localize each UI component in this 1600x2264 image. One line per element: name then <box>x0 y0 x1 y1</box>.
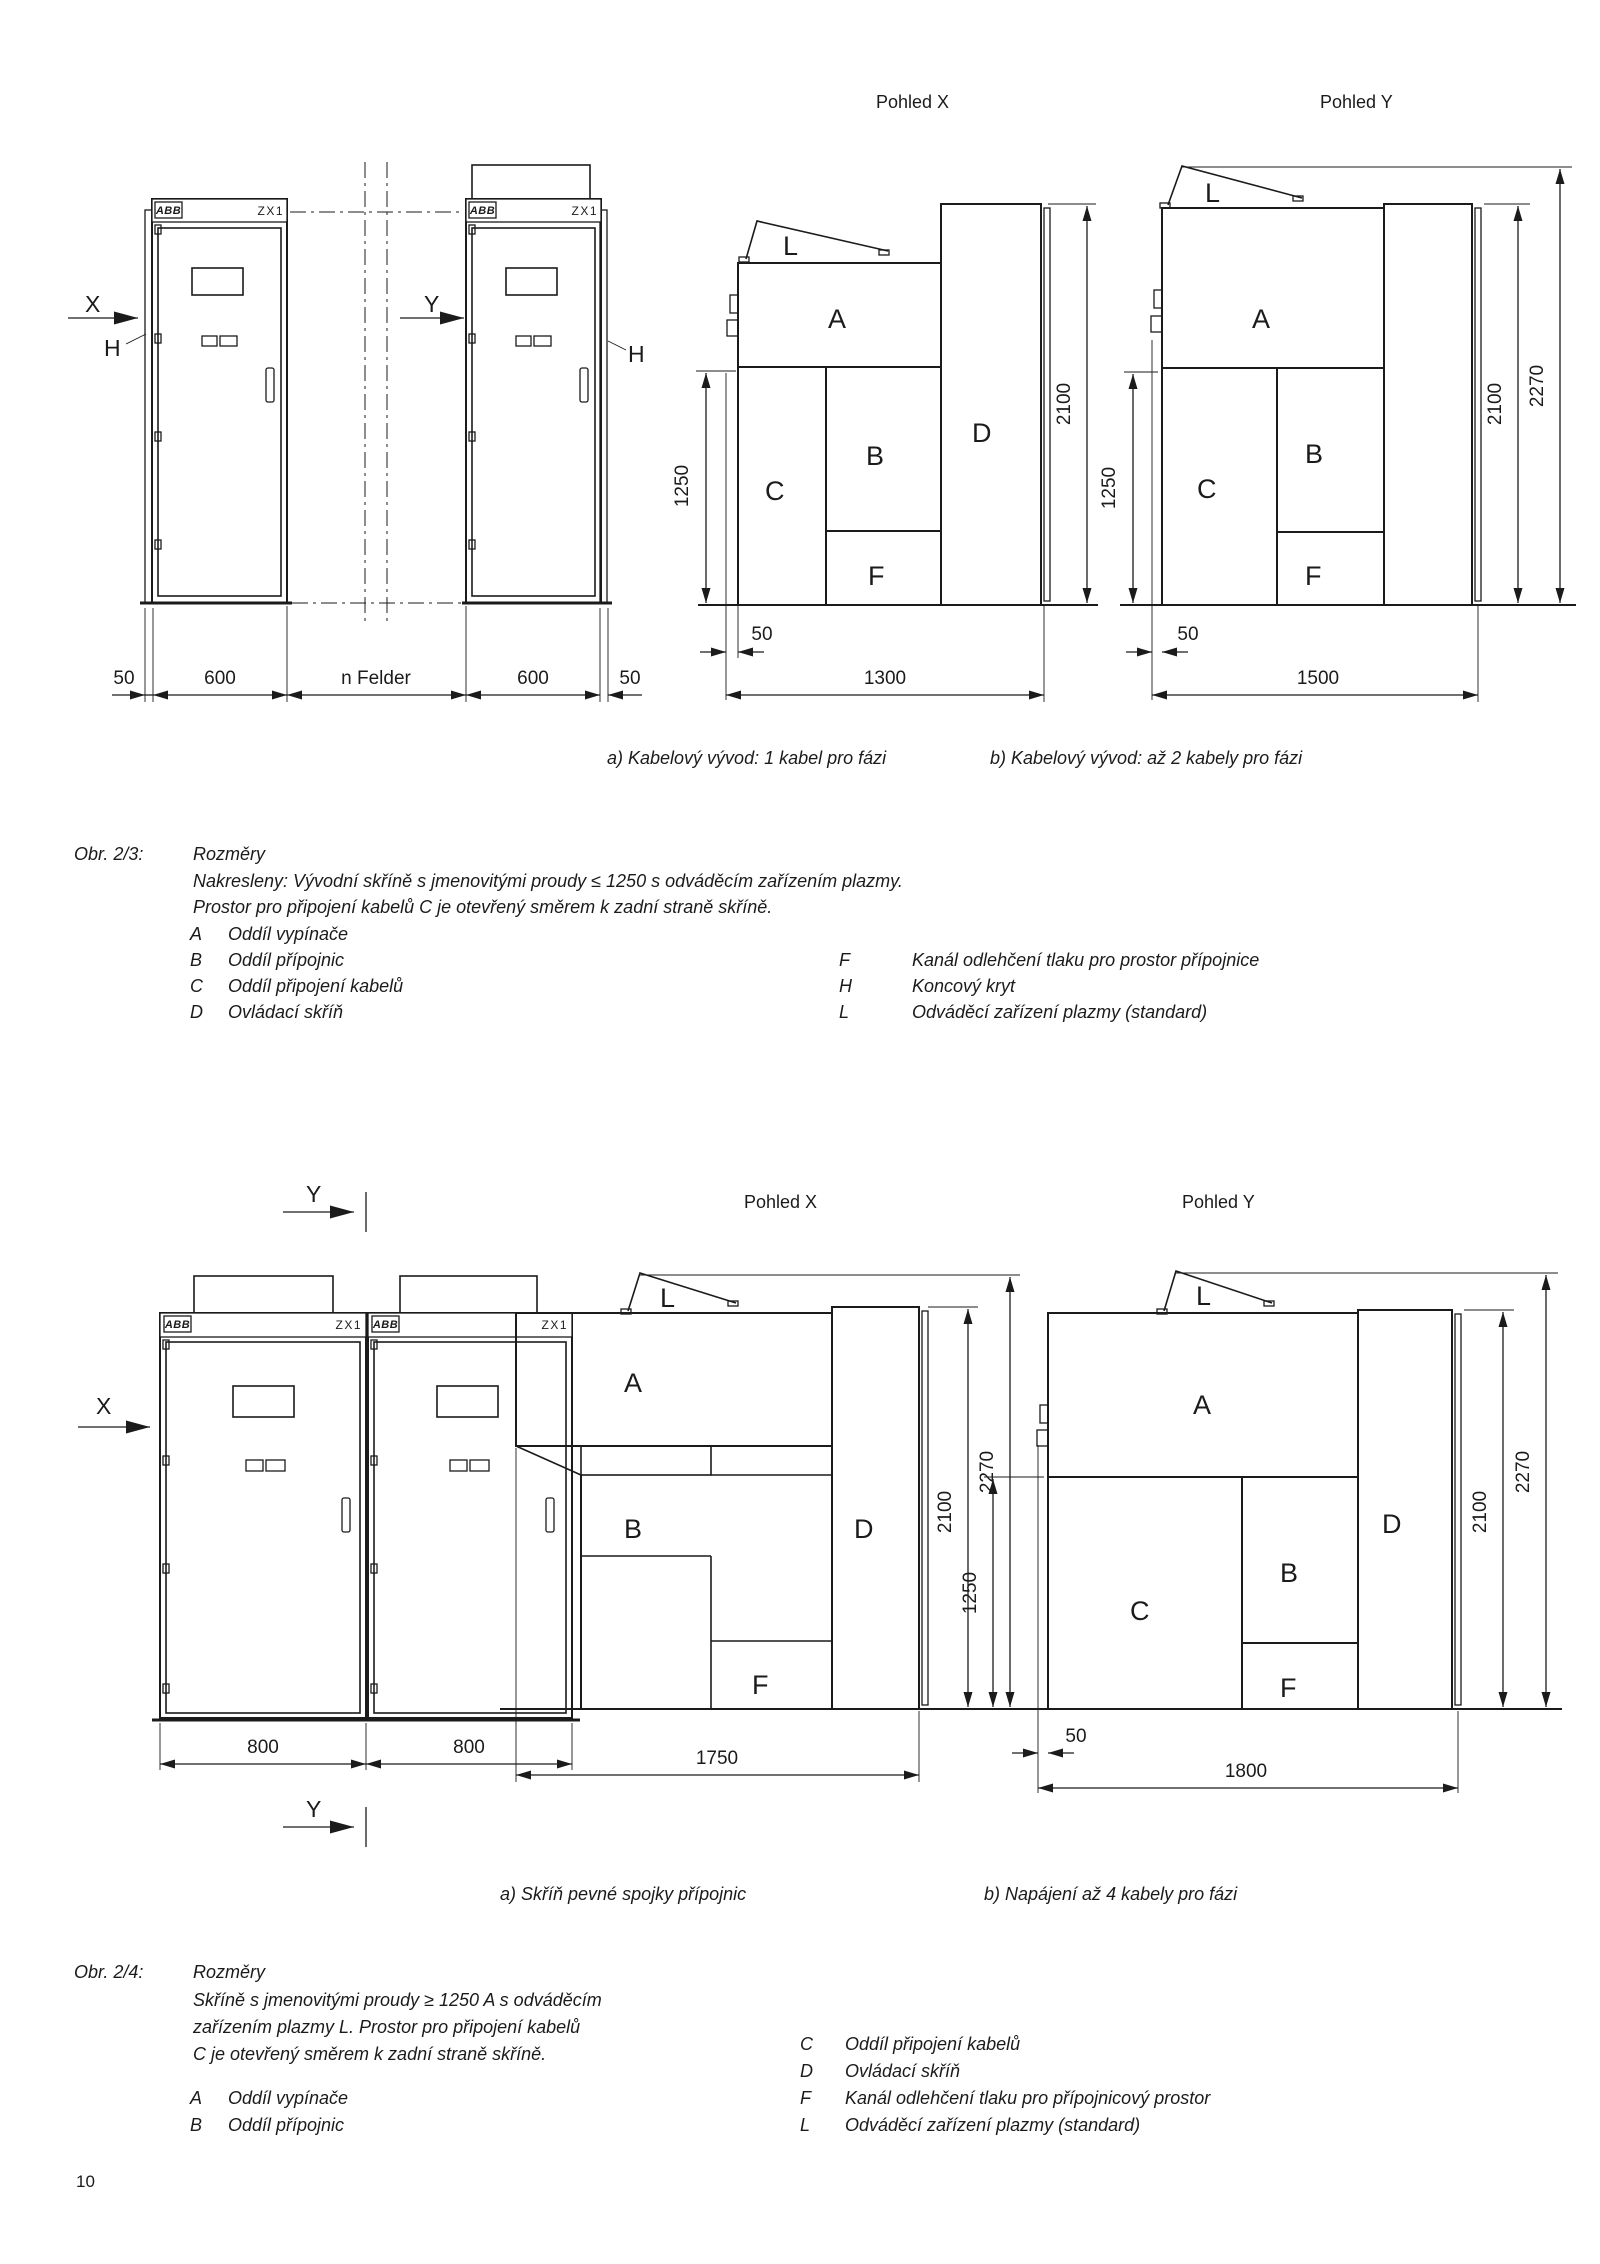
door-handle <box>342 1498 350 1532</box>
dim-50: 50 <box>751 624 773 645</box>
fig2-caption-a: a) Skříň pevné spojky přípojnic <box>500 1884 747 1904</box>
compartment-B-box <box>1277 368 1384 532</box>
door-slot <box>470 1460 489 1471</box>
compartment-B: B <box>624 1514 643 1544</box>
fig2-view-x-dimensions <box>516 1277 1010 1782</box>
obr24-line1: Skříně s jmenovitými proudy ≥ 1250 A s odváděcím <box>193 1990 602 2010</box>
obr24-label: Obr. 2/4: <box>74 1962 144 1982</box>
dim-1800: 1800 <box>1224 1761 1268 1782</box>
dim-1250: 1250 <box>960 1571 981 1615</box>
end-cover-label-right: H <box>628 341 645 367</box>
dim-600: 600 <box>517 668 549 689</box>
legend-item: B Oddíl přípojnic <box>190 2115 345 2135</box>
cabinet-front-1 <box>145 199 287 603</box>
compartment-F: F <box>868 561 885 591</box>
obr24-line3: C je otevřený směrem k zadní straně skříně. <box>193 2044 547 2064</box>
dim-2100: 2100 <box>1470 1490 1491 1534</box>
plasma-flap <box>628 1273 736 1311</box>
model-label: ZX1 <box>257 204 284 218</box>
dim-50: 50 <box>113 668 135 689</box>
door <box>472 228 595 596</box>
svg-text:ABB: ABB <box>155 205 182 217</box>
door-slot <box>246 1460 263 1471</box>
door-window <box>437 1386 498 1417</box>
compartment-F-box <box>1242 1643 1358 1709</box>
door-handle <box>266 368 274 402</box>
fig1-front-dimensions <box>112 606 642 702</box>
model-label: ZX1 <box>335 1318 362 1332</box>
door-window <box>233 1386 294 1417</box>
fig1-caption-a: a) Kabelový vývod: 1 kabel pro fázi <box>607 748 887 768</box>
dim-2100: 2100 <box>1054 382 1075 426</box>
end-cover-label-left: H <box>104 335 121 361</box>
control-cabinet-box <box>1358 1310 1452 1709</box>
dim-50: 50 <box>619 668 641 689</box>
plasma-flap <box>1164 1271 1272 1311</box>
compartment-D: D <box>972 418 992 448</box>
section-arrow-x-label: X <box>96 1393 112 1419</box>
door-slot <box>266 1460 285 1471</box>
rear-column-box <box>1384 204 1472 605</box>
compartment-F: F <box>1280 1673 1297 1703</box>
section-arrow-y-label: Y <box>306 1181 322 1207</box>
svg-text:ABB: ABB <box>164 1319 191 1331</box>
compartment-B-box <box>1242 1477 1358 1643</box>
svg-text:ABB: ABB <box>372 1319 399 1331</box>
legend-item: L Odváděcí zařízení plazmy (standard) <box>839 1002 1208 1022</box>
compartment-L: L <box>783 231 799 261</box>
dim-800: 800 <box>453 1737 485 1758</box>
compartment-B: B <box>866 441 885 471</box>
legend-item: D Ovládací skříň <box>800 2061 961 2081</box>
legend-item: L Odváděcí zařízení plazmy (standard) <box>800 2115 1141 2135</box>
fig2-view-x <box>500 1273 1022 1782</box>
door-window <box>506 268 557 295</box>
obr24-line2: zařízením plazmy L. Prostor pro připojení kabelů <box>193 2017 581 2037</box>
compartment-A: A <box>828 304 847 334</box>
obr24-title: Rozměry <box>193 1962 266 1982</box>
obr23-line2: Prostor pro připojení kabelů C je otevřený směrem k zadní straně skříně. <box>193 897 773 917</box>
door-window <box>192 268 243 295</box>
dim-1500: 1500 <box>1296 668 1340 689</box>
fig2-front-dimensions <box>160 1723 572 1770</box>
compartment-B: B <box>1305 439 1324 469</box>
compartment-D: D <box>854 1514 874 1544</box>
legend-item: A Oddíl vypínače <box>190 2088 349 2108</box>
compartment-C-box <box>1162 368 1277 605</box>
dim-2100: 2100 <box>1485 382 1506 426</box>
door-slot <box>534 336 551 346</box>
compartment-L: L <box>660 1283 676 1313</box>
dim-1250: 1250 <box>1099 466 1120 510</box>
cabinet-front-2 <box>466 165 607 603</box>
fig2-front-view <box>78 1181 580 1847</box>
compartment-B: B <box>1280 1558 1299 1588</box>
section-arrow-y-label: Y <box>424 291 440 317</box>
compartment-F: F <box>752 1670 769 1700</box>
cabinet-front-1 <box>160 1313 366 1718</box>
roof-duct <box>400 1276 537 1313</box>
door-slot <box>516 336 531 346</box>
dim-2270: 2270 <box>1513 1450 1534 1494</box>
model-label: ZX1 <box>571 204 598 218</box>
control-cabinet-box <box>832 1307 919 1709</box>
section-arrow-y-label: Y <box>306 1796 322 1822</box>
compartment-D: D <box>1382 1509 1402 1539</box>
compartment-A-box <box>1162 208 1384 368</box>
compartment-C-box <box>1048 1477 1242 1709</box>
compartment-F: F <box>1305 561 1322 591</box>
dim-2270: 2270 <box>977 1450 998 1494</box>
roof-duct <box>194 1276 333 1313</box>
compartment-A: A <box>624 1368 643 1398</box>
obr23-line1: Nakresleny: Vývodní skříně s jmenovitými proudy ≤ 1250 s odváděcím zařízením plazmy. <box>193 871 903 891</box>
dim-800: 800 <box>247 1737 279 1758</box>
fig2-caption-b: b) Napájení až 4 kabely pro fázi <box>984 1884 1238 1904</box>
dim-50: 50 <box>1065 1726 1087 1747</box>
fig1-view-y-dimensions <box>1099 167 1572 702</box>
door <box>166 1342 360 1713</box>
door-handle <box>580 368 588 402</box>
control-cabinet-box <box>941 204 1041 605</box>
fig1-caption-b: b) Kabelový vývod: až 2 kabely pro fázi <box>990 748 1303 768</box>
compartment-C: C <box>1197 474 1217 504</box>
fig2-view-x-title: Pohled X <box>744 1192 818 1212</box>
door-slot <box>220 336 237 346</box>
dim-2100: 2100 <box>935 1490 956 1534</box>
compartment-C: C <box>1130 1596 1150 1626</box>
fig1-view-y <box>1099 166 1576 702</box>
roof-duct <box>472 165 590 199</box>
dim-50: 50 <box>1177 624 1199 645</box>
door-slot <box>202 336 217 346</box>
fig1-view-y-title: Pohled Y <box>1320 92 1393 112</box>
page-number: 10 <box>76 2172 95 2191</box>
compartment-F-box <box>1277 532 1384 605</box>
compartment-C: C <box>765 476 785 506</box>
legend-item: D Ovládací skříň <box>190 1002 344 1022</box>
door-slot <box>450 1460 467 1471</box>
door-handle <box>546 1498 554 1532</box>
dim-1300: 1300 <box>863 668 907 689</box>
legend-item: C Oddíl připojení kabelů <box>190 976 404 996</box>
plasma-flap <box>1168 166 1302 205</box>
fig2-view-y-title: Pohled Y <box>1182 1192 1255 1212</box>
cabinet-front-2 <box>368 1313 572 1718</box>
fig1-front-view <box>68 162 645 702</box>
legend-item: A Oddíl vypínače <box>190 924 349 944</box>
legend-item: B Oddíl přípojnic <box>190 950 345 970</box>
compartment-A: A <box>1252 304 1271 334</box>
legend-item: H Koncový kryt <box>839 976 1016 996</box>
dim-1250: 1250 <box>672 464 693 508</box>
dim-n-felder: n Felder <box>341 668 411 689</box>
door <box>158 228 281 596</box>
fig1-view-x-title: Pohled X <box>876 92 950 112</box>
svg-text:ABB: ABB <box>469 205 496 217</box>
compartment-L: L <box>1205 178 1221 208</box>
dim-600: 600 <box>204 668 236 689</box>
end-cover-strip <box>145 210 152 603</box>
section-arrow-x-label: X <box>85 291 101 317</box>
fig1-view-x <box>672 204 1098 702</box>
legend-item: F Kanál odlehčení tlaku pro přípojnicový prostor <box>800 2088 1211 2108</box>
door <box>374 1342 566 1713</box>
compartment-A: A <box>1193 1390 1212 1420</box>
plasma-flap <box>746 221 888 259</box>
legend-item: C Oddíl připojení kabelů <box>800 2034 1021 2054</box>
model-label: ZX1 <box>541 1318 568 1332</box>
dim-2270: 2270 <box>1527 364 1548 408</box>
legend-item: F Kanál odlehčení tlaku pro prostor přípojnice <box>839 950 1260 970</box>
fig2-view-y <box>960 1271 1562 1793</box>
obr23-title: Rozměry <box>193 844 266 864</box>
obr23-label: Obr. 2/3: <box>74 844 144 864</box>
dim-1750: 1750 <box>695 1748 739 1769</box>
compartment-L: L <box>1196 1281 1212 1311</box>
